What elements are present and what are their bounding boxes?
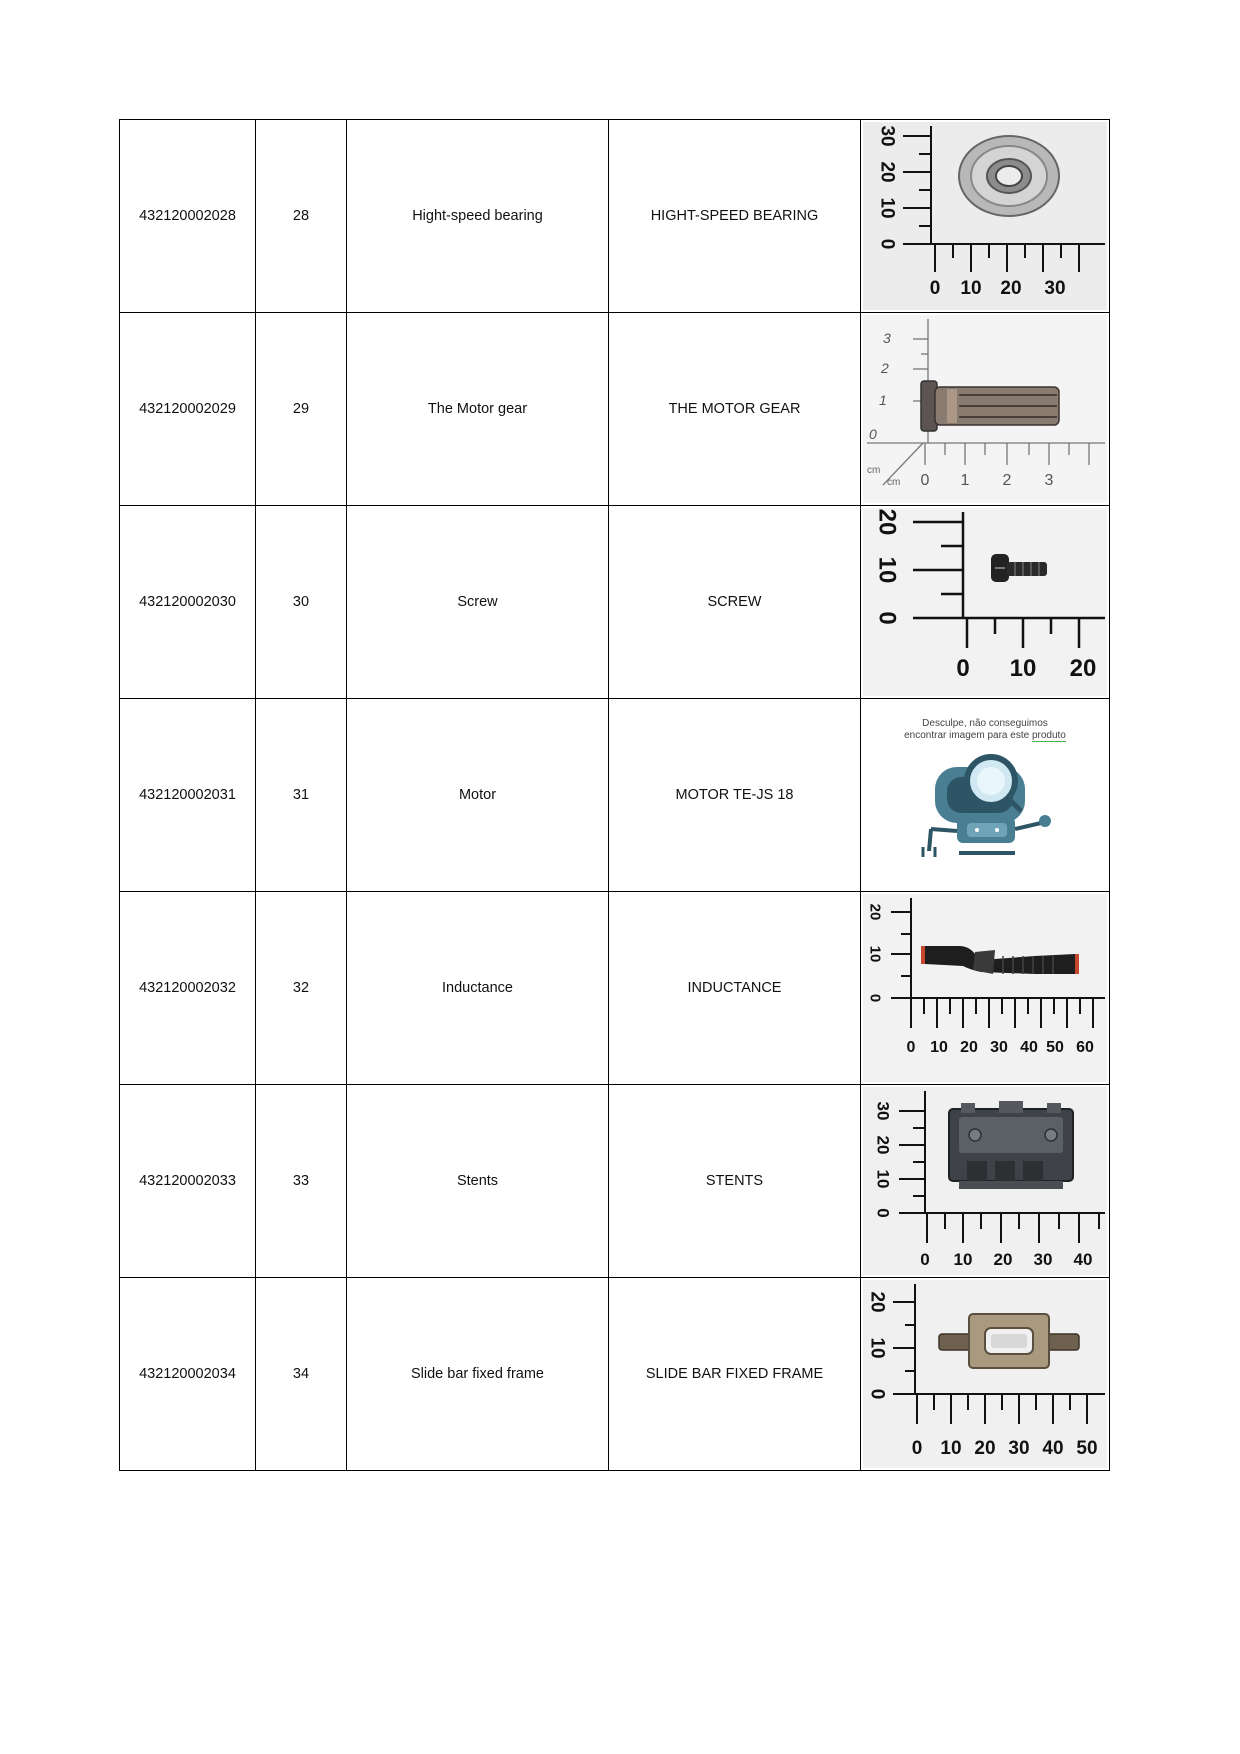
part-code: 432120002032: [120, 892, 256, 1085]
item-number: 30: [256, 506, 347, 699]
no-image-message-line: encontrar imagem para este: [904, 730, 1032, 741]
scale-tick-label: 1: [960, 472, 970, 489]
scale-tick-label: 30: [873, 1101, 893, 1121]
no-image-message: [863, 718, 1107, 742]
scale-tick-label: 10: [873, 556, 901, 584]
part-code: 432120002028: [120, 120, 256, 313]
scale-tick-label: 10: [866, 945, 884, 963]
scale-tick-label: 40: [1020, 1039, 1038, 1056]
scale-tick-label: 20: [960, 1039, 978, 1056]
scale-tick-label: 0: [929, 278, 941, 299]
table-row: [120, 1085, 1110, 1278]
scale-tick-label: 10: [876, 197, 898, 219]
bearing-photo: [863, 122, 1107, 310]
part-name: SLIDE BAR FIXED FRAME: [609, 1278, 861, 1471]
part-description: Inductance: [347, 892, 609, 1085]
table-row: [120, 313, 1110, 506]
scale-tick-label: 30: [1008, 1438, 1030, 1459]
scale-tick-label: 0: [920, 1250, 930, 1269]
scale-tick-label: 0: [956, 655, 970, 682]
scale-tick-label: 50: [1046, 1039, 1064, 1056]
scale-tick-label: 20: [876, 161, 898, 183]
part-name: INDUCTANCE: [609, 892, 861, 1085]
scale-tick-label: 60: [1076, 1039, 1094, 1056]
part-description: Hight-speed bearing: [347, 120, 609, 313]
part-name: SCREW: [609, 506, 861, 699]
scale-tick-label: 3: [1044, 472, 1054, 489]
scale-tick-label: 0: [866, 993, 884, 1003]
scale-tick-label: 0: [911, 1438, 923, 1459]
part-name: THE MOTOR GEAR: [609, 313, 861, 506]
scale-tick-label: 2: [1002, 472, 1012, 489]
scale-tick-label: 20: [873, 1135, 893, 1155]
scale-unit-label: cm: [867, 465, 881, 476]
scale-tick-label: 1: [879, 392, 887, 408]
scale-tick-label: 30: [990, 1039, 1008, 1056]
scale-tick-label: 10: [930, 1039, 948, 1056]
scale-tick-label: 0: [876, 238, 898, 250]
scale-tick-label: 10: [866, 1337, 888, 1359]
scale-tick-label: 0: [869, 426, 877, 442]
scale-tick-label: 3: [883, 330, 891, 346]
scale-tick-label: 40: [1042, 1438, 1064, 1459]
part-code: 432120002033: [120, 1085, 256, 1278]
scale-tick-label: 20: [1000, 278, 1022, 299]
part-description: The Motor gear: [347, 313, 609, 506]
table-row: [120, 1278, 1110, 1471]
stents-photo: [863, 1087, 1107, 1275]
scale-tick-label: 20: [993, 1250, 1013, 1269]
scale-tick-label: 10: [940, 1438, 962, 1459]
scale-tick-label: 20: [866, 1291, 888, 1313]
scale-tick-label: 20: [866, 903, 884, 921]
scale-tick-label: 0: [873, 611, 901, 625]
scale-tick-label: 0: [873, 1208, 893, 1218]
scale-tick-label: 10: [953, 1250, 973, 1269]
part-name: MOTOR TE-JS 18: [609, 699, 861, 892]
scale-tick-label: 20: [1069, 655, 1097, 682]
scale-tick-label: 10: [873, 1169, 893, 1189]
table-row: [120, 699, 1110, 892]
part-code: 432120002031: [120, 699, 256, 892]
part-code: 432120002029: [120, 313, 256, 506]
motor-gear-photo: [863, 315, 1107, 503]
scale-tick-label: 10: [960, 278, 982, 299]
scale-tick-label: 20: [873, 508, 901, 536]
table-row: [120, 120, 1110, 313]
item-number: 34: [256, 1278, 347, 1471]
part-name: HIGHT-SPEED BEARING: [609, 120, 861, 313]
screw-photo: [863, 508, 1107, 696]
scale-tick-label: 50: [1076, 1438, 1098, 1459]
scale-unit-label: cm: [887, 477, 901, 488]
part-description: Screw: [347, 506, 609, 699]
scale-tick-label: 0: [866, 1388, 888, 1400]
item-number: 29: [256, 313, 347, 506]
item-number: 32: [256, 892, 347, 1085]
scale-tick-label: 30: [1044, 278, 1066, 299]
no-image-placeholder: [863, 701, 1107, 889]
scale-tick-label: 30: [1033, 1250, 1053, 1269]
part-code: 432120002030: [120, 506, 256, 699]
scale-tick-label: 0: [920, 472, 930, 489]
part-description: Stents: [347, 1085, 609, 1278]
item-number: 28: [256, 120, 347, 313]
part-name: STENTS: [609, 1085, 861, 1278]
part-description: Slide bar fixed frame: [347, 1278, 609, 1471]
scale-tick-label: 2: [881, 360, 889, 376]
no-image-message-line: Desculpe, não conseguimos: [922, 718, 1048, 729]
part-description: Motor: [347, 699, 609, 892]
scale-tick-label: 30: [876, 125, 898, 147]
parts-table: [119, 119, 1110, 1471]
scale-tick-label: 0: [906, 1039, 916, 1056]
item-number: 31: [256, 699, 347, 892]
inductance-photo: [863, 894, 1107, 1082]
table-row: [120, 506, 1110, 699]
slide-bar-frame-photo: [863, 1280, 1107, 1468]
scale-tick-label: 10: [1009, 655, 1037, 682]
table-row: [120, 892, 1110, 1085]
no-image-message-link: produto: [1031, 730, 1066, 741]
part-code: 432120002034: [120, 1278, 256, 1471]
scale-tick-label: 20: [974, 1438, 996, 1459]
scale-tick-label: 40: [1073, 1250, 1093, 1269]
item-number: 33: [256, 1085, 347, 1278]
